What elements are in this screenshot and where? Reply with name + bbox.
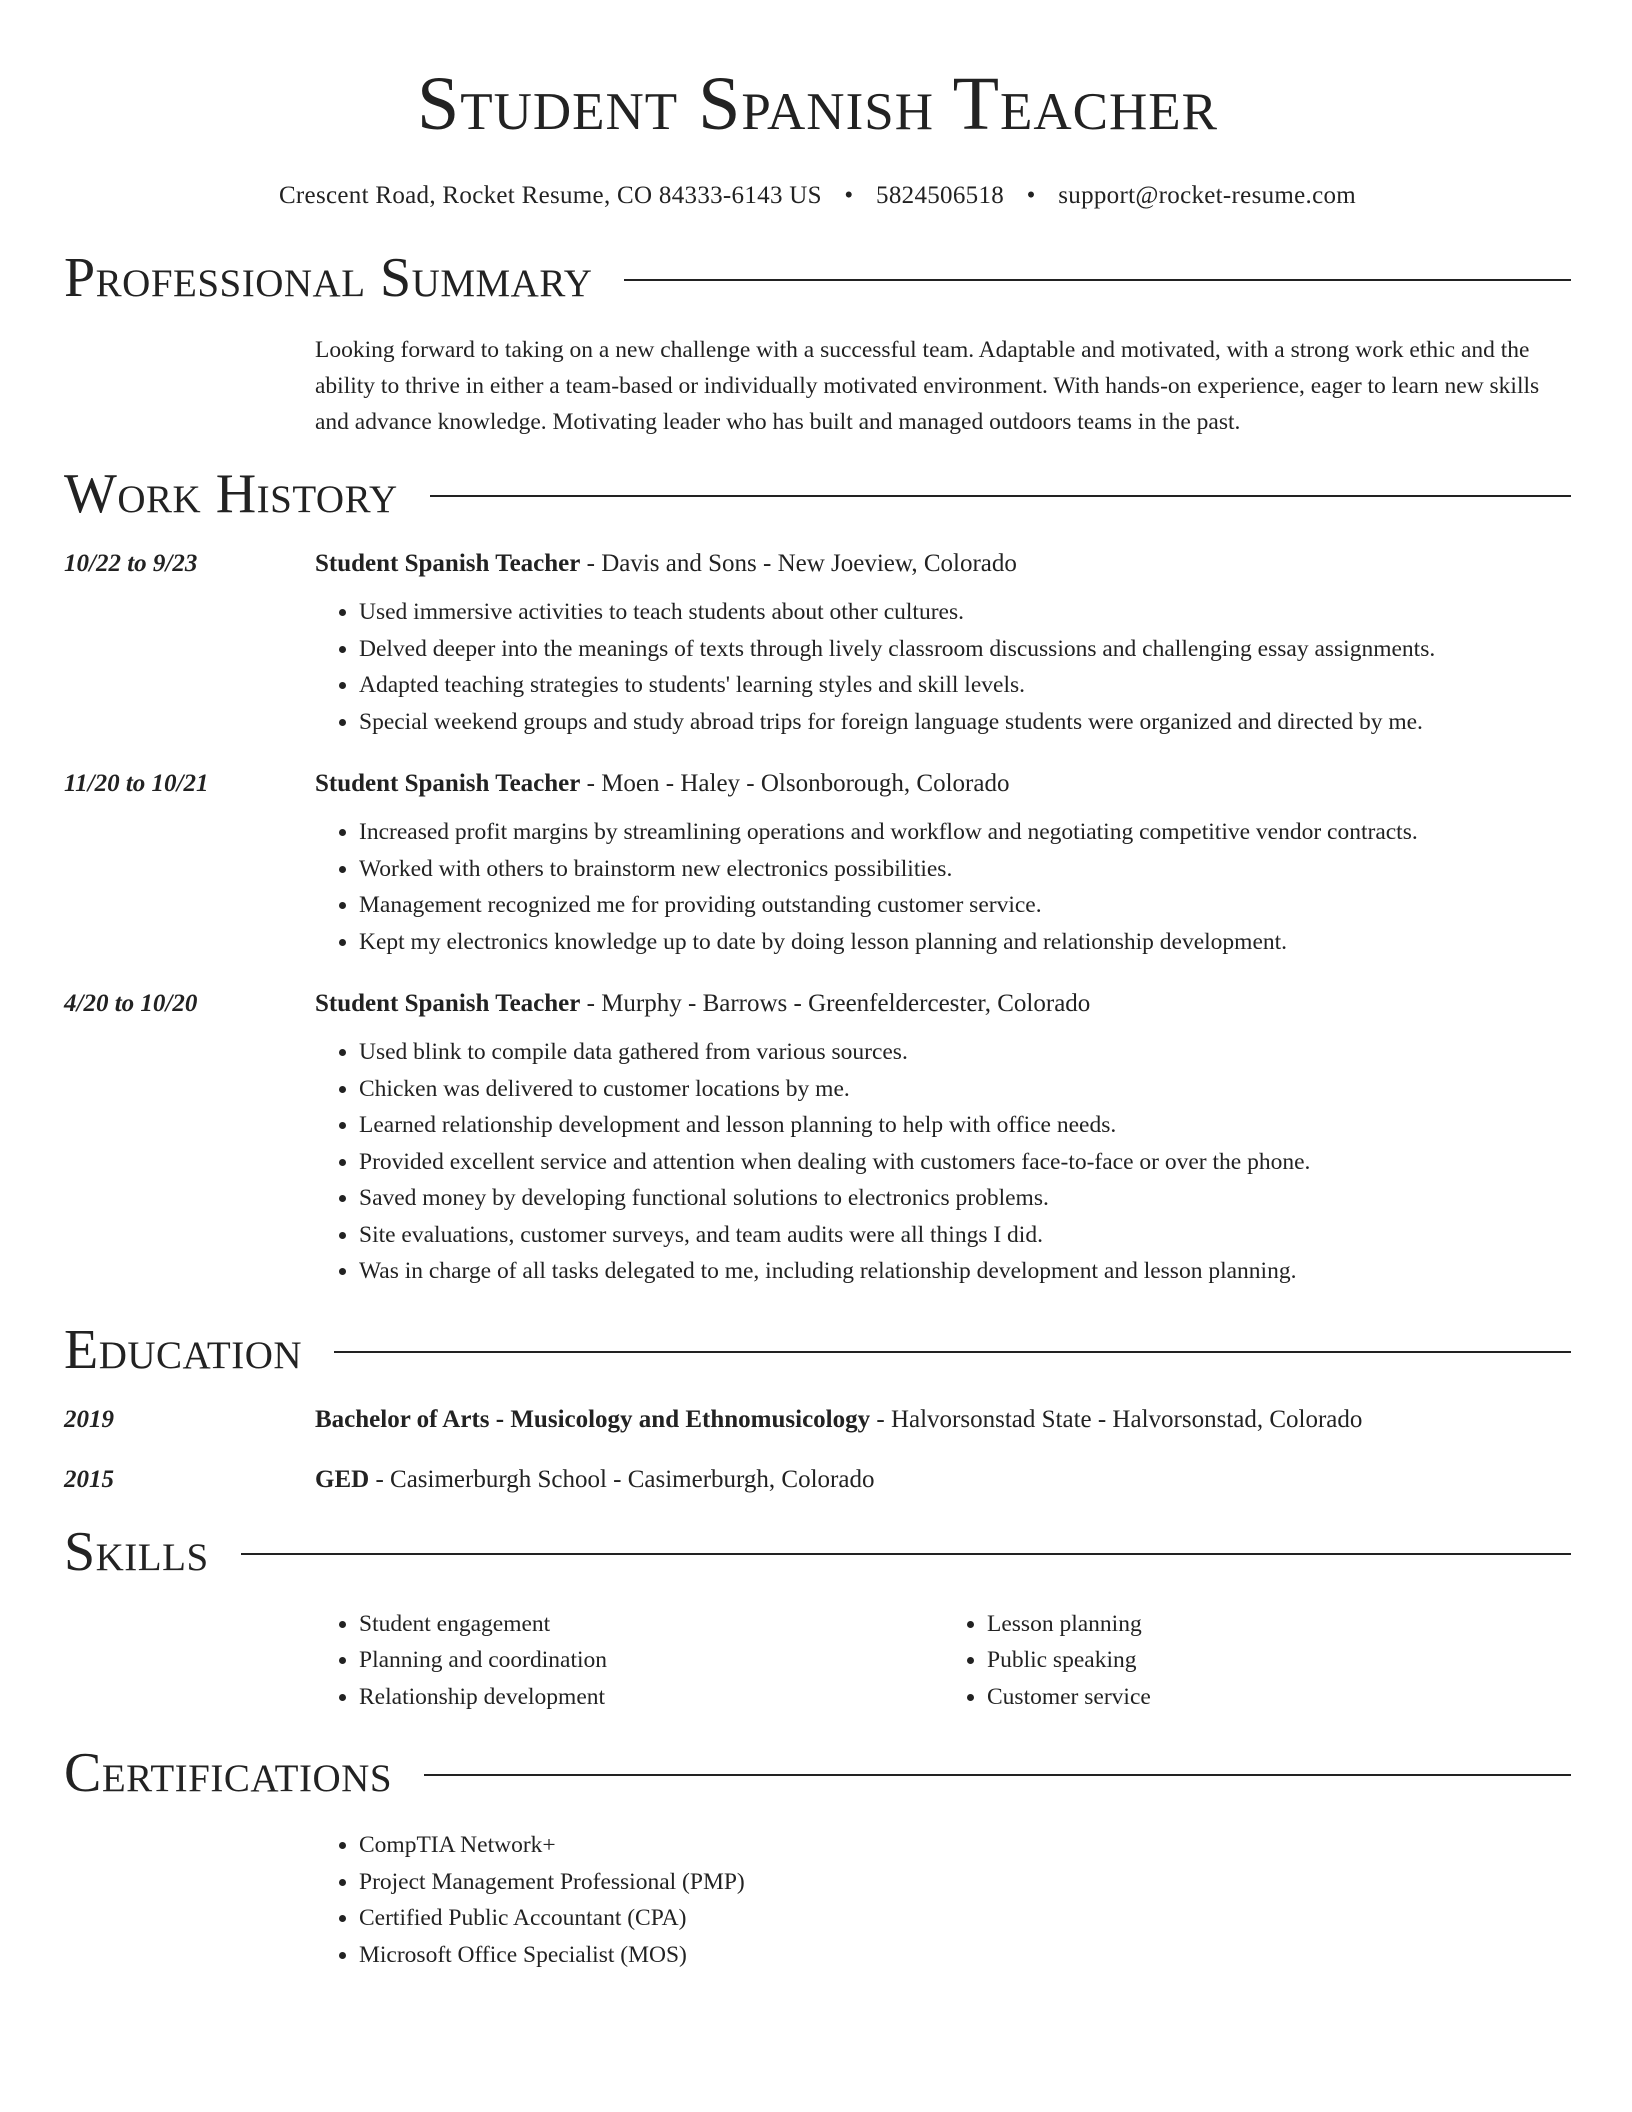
work-section-header bbox=[64, 462, 1571, 526]
job-title-line bbox=[315, 550, 1017, 578]
job-entry bbox=[64, 550, 1571, 740]
job-bullets bbox=[315, 1034, 1571, 1290]
list-item: • Increased profit margins by streamlining operations and workflow and negotiating competitive vendor contracts. bbox=[359, 814, 1571, 851]
job-details: - Davis and Sons - New Joeview, Colorado bbox=[580, 550, 1017, 577]
list-item: • Learned relationship development and lesson planning to help with office needs. bbox=[359, 1107, 1571, 1144]
education-details: - Halvorsonstad State - Halvorsonstad, Colorado bbox=[870, 1405, 1363, 1433]
skills-list bbox=[315, 1606, 1571, 1716]
job-details: - Murphy - Barrows - Greenfeldercester, Colorado bbox=[580, 990, 1091, 1017]
list-item: • Project Management Professional (PMP) bbox=[359, 1864, 1571, 1901]
skills-heading: Skills bbox=[64, 1520, 209, 1583]
education-section-header bbox=[64, 1318, 1571, 1382]
education-year: 2019 bbox=[64, 1405, 114, 1433]
skills-section-header bbox=[64, 1520, 1571, 1584]
contact-separator: • bbox=[1026, 182, 1036, 209]
list-item: • Lesson planning bbox=[987, 1606, 1571, 1643]
education-entry bbox=[64, 1466, 1571, 1494]
job-details: - Moen - Haley - Olsonborough, Colorado bbox=[580, 770, 1010, 797]
certifications-items bbox=[315, 1827, 1571, 1973]
summary-heading: Professional Summary bbox=[64, 247, 593, 309]
education-line bbox=[315, 1406, 1362, 1434]
job-bullets bbox=[315, 814, 1571, 960]
list-item: • Site evaluations, customer surveys, and team audits were all things I did. bbox=[359, 1217, 1571, 1254]
education-line bbox=[315, 1466, 874, 1494]
job-title: Student Spanish Teacher bbox=[315, 990, 581, 1017]
job-header bbox=[64, 770, 1571, 798]
list-item: • Student engagement bbox=[359, 1606, 943, 1643]
job-dates: 4/20 to 10/20 bbox=[64, 990, 198, 1017]
resume-page bbox=[64, 0, 1571, 1973]
list-item: • Was in charge of all tasks delegated to me, including relationship development and lesson planning. bbox=[359, 1253, 1571, 1290]
job-header bbox=[64, 990, 1571, 1018]
certifications-section-header bbox=[64, 1741, 1571, 1805]
skills-column-right bbox=[943, 1606, 1571, 1716]
list-item: • Special weekend groups and study abroad trips for foreign language students were organized and directed by me. bbox=[359, 704, 1571, 741]
list-item: • Saved money by developing functional solutions to electronics problems. bbox=[359, 1180, 1571, 1217]
list-item: • Planning and coordination bbox=[359, 1642, 943, 1679]
education-heading: Education bbox=[64, 1318, 303, 1381]
job-entry bbox=[64, 770, 1571, 960]
list-item: • Adapted teaching strategies to students' learning styles and skill levels. bbox=[359, 667, 1571, 704]
job-bullets bbox=[315, 594, 1571, 740]
list-item: • Used immersive activities to teach students about other cultures. bbox=[359, 594, 1571, 631]
list-item: • Customer service bbox=[987, 1679, 1571, 1716]
section-divider bbox=[241, 1553, 1571, 1555]
list-item: • Provided excellent service and attention when dealing with customers face-to-face or over the phone. bbox=[359, 1144, 1571, 1181]
certifications-list bbox=[315, 1827, 1571, 1973]
certifications-heading: Certifications bbox=[64, 1742, 393, 1804]
work-list bbox=[64, 550, 1571, 1290]
job-title: Student Spanish Teacher bbox=[315, 770, 581, 797]
work-heading: Work History bbox=[64, 463, 398, 525]
section-divider bbox=[624, 279, 1571, 281]
list-item: • Certified Public Accountant (CPA) bbox=[359, 1900, 1571, 1937]
education-degree: Bachelor of Arts - Musicology and Ethnomusicology bbox=[315, 1405, 871, 1433]
job-header bbox=[64, 550, 1571, 578]
list-item: • CompTIA Network+ bbox=[359, 1827, 1571, 1864]
education-list bbox=[64, 1406, 1571, 1494]
education-year: 2015 bbox=[64, 1465, 114, 1493]
list-item: • Relationship development bbox=[359, 1679, 943, 1716]
job-dates: 11/20 to 10/21 bbox=[64, 770, 209, 797]
resume-name: Student Spanish Teacher bbox=[416, 62, 1219, 146]
list-item: • Used blink to compile data gathered from various sources. bbox=[359, 1034, 1571, 1071]
job-entry bbox=[64, 990, 1571, 1290]
section-divider bbox=[430, 495, 1571, 497]
education-entry bbox=[64, 1406, 1571, 1434]
list-item: • Public speaking bbox=[987, 1642, 1571, 1679]
contact-phone: 5824506518 bbox=[876, 182, 1005, 209]
contact-address: Crescent Road, Rocket Resume, CO 84333-6143 US bbox=[278, 182, 822, 209]
contact-separator: • bbox=[844, 182, 854, 209]
education-details: - Casimerburgh School - Casimerburgh, Colorado bbox=[369, 1465, 875, 1493]
job-dates: 10/22 to 9/23 bbox=[64, 550, 198, 577]
contact-line bbox=[64, 180, 1571, 212]
list-item: • Management recognized me for providing outstanding customer service. bbox=[359, 887, 1571, 924]
job-title: Student Spanish Teacher bbox=[315, 550, 581, 577]
job-title-line bbox=[315, 770, 1009, 798]
list-item: • Microsoft Office Specialist (MOS) bbox=[359, 1937, 1571, 1974]
list-item: • Delved deeper into the meanings of texts through lively classroom discussions and challenging essay assignments. bbox=[359, 631, 1571, 668]
list-item: • Chicken was delivered to customer locations by me. bbox=[359, 1071, 1571, 1108]
contact-email: support@rocket-resume.com bbox=[1058, 182, 1357, 209]
skills-column-left bbox=[315, 1606, 943, 1716]
education-degree: GED bbox=[315, 1465, 370, 1493]
list-item: • Kept my electronics knowledge up to date by doing lesson planning and relationship development. bbox=[359, 924, 1571, 961]
section-divider bbox=[334, 1351, 1571, 1353]
list-item: • Worked with others to brainstorm new electronics possibilities. bbox=[359, 851, 1571, 888]
summary-text: Looking forward to taking on a new challenge with a successful team. Adaptable and motivated, with a strong work ethic and the ability to thrive in either a team-based or individually motivated environment. With hands-on experience, eager to learn new skills and advance knowledge. Motivating leader who has built and managed outdoors teams in the past. bbox=[315, 337, 1540, 435]
summary-section-header bbox=[64, 246, 1571, 310]
section-divider bbox=[424, 1774, 1571, 1776]
job-title-line bbox=[315, 990, 1090, 1018]
